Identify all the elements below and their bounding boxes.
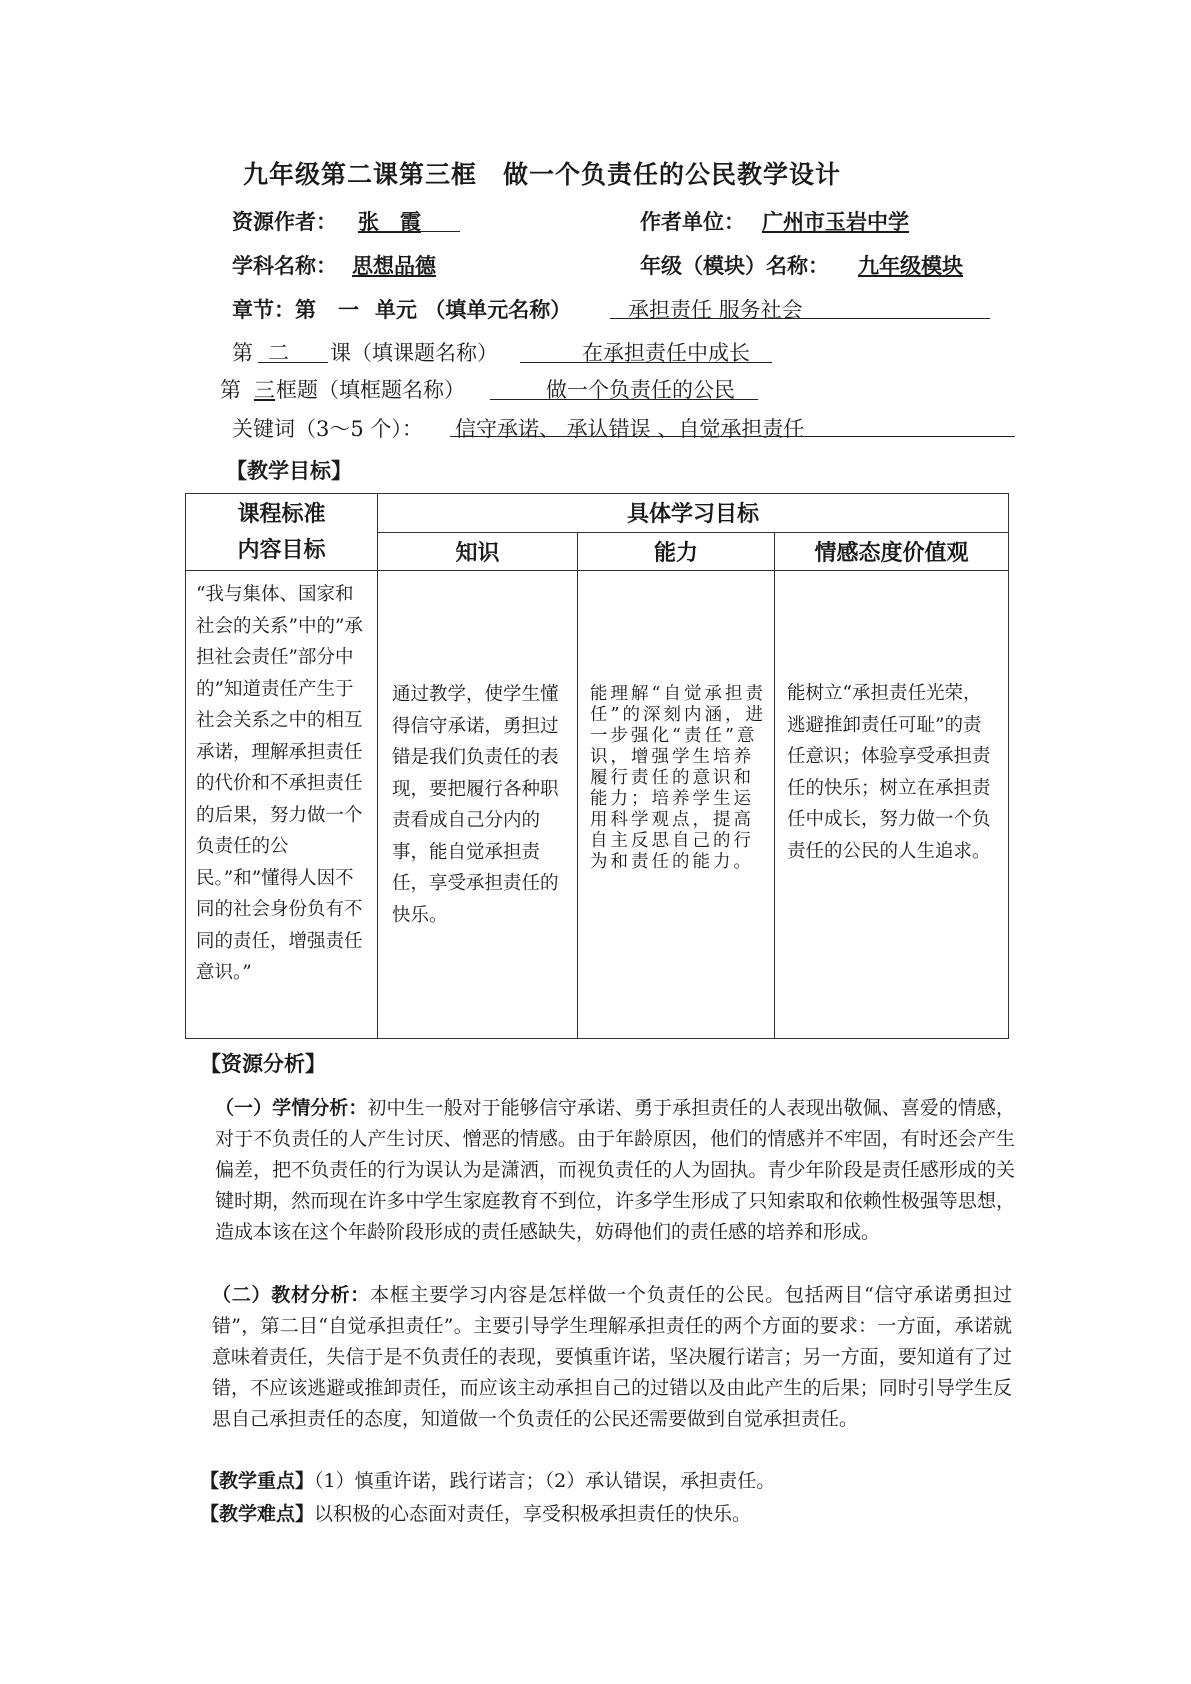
frame-number: 三: [254, 378, 275, 402]
goals-table: [185, 493, 1009, 1039]
lesson-name: 在承担责任中成长: [582, 341, 750, 365]
key-points-line: [200, 1466, 775, 1493]
page-title: 九年级第二课第三框 做一个负责任的公民教学设计: [243, 160, 842, 189]
difficult-points-text: 以积极的心态面对责任，享受积极承担责任的快乐。: [314, 1503, 752, 1525]
student-analysis-text: 初中生一般对于能够信守承诺、勇于承担责任的人表现出敬佩、喜爱的情感，对于不负责任的人产生讨厌、憎恶的情感。由于年龄原因，他们的情感并不牢固，有时还会产生偏差，把不负责任的行为误认为是潇洒，而视负责任的人为固执。青少年阶段是责任感形成的关键时期，然而现在许多中学生家庭教育不到位，许多学生形成了只知索取和依赖性极强等思想，造成本该在这个年龄阶段形成的责任感缺失，妨碍他们的责任感的培养和形成。: [215, 1097, 1015, 1243]
knowledge-header: 知识: [378, 532, 578, 571]
student-analysis-label: （一）学情分析：: [215, 1097, 368, 1119]
chapter-name: 承担责任 服务社会: [628, 298, 803, 322]
ability-text: 能理解“自觉承担责任”的深刻内涵，进一步强化“责任”意识，增强学生培养履行责任的意识和能力；培养学生运用科学观点，提高自主反思自己的行为和责任的能力。: [590, 684, 766, 872]
student-analysis-paragraph: [215, 1093, 1015, 1248]
attitude-text: 能树立“承担责任光荣，逃避推卸责任可耻”的责任意识；体验享受承担责任的快乐；树立在承担责任中成长，努力做一个负责任的公民的人生追求。: [787, 683, 991, 862]
attitude-header: 情感态度价值观: [775, 532, 1009, 571]
standard-header-line2: 内容目标: [237, 537, 326, 563]
chapter-underline: [610, 318, 990, 319]
section-analysis: 【资源分析】: [200, 1051, 326, 1076]
unit-label: 作者单位：: [640, 209, 745, 234]
grade-label: 年级（模块）名称：: [640, 253, 829, 278]
standard-cell: [186, 571, 378, 1039]
attitude-cell: [775, 571, 1009, 1039]
frame-prefix: 第: [220, 378, 241, 402]
author-value: 张 霞: [358, 209, 421, 234]
difficult-points-line: [200, 1499, 751, 1526]
ability-cell: [578, 571, 775, 1039]
knowledge-text: 通过教学，使学生懂得信守承诺，勇担过错是我们负责任的表现，要把履行各种职责看成自己分内的事，能自觉承担责任，享受承担责任的快乐。: [392, 684, 559, 926]
difficult-points-label: 【教学难点】: [200, 1503, 315, 1525]
section-goals: 【教学目标】: [226, 458, 352, 483]
lesson-underline: [520, 362, 772, 363]
keywords-label: 关键词（3～5 个）：: [232, 417, 423, 441]
keywords-underline: [450, 436, 1015, 437]
textbook-analysis-label: （二）教材分析：: [212, 1284, 371, 1306]
lesson-number: 二: [268, 341, 289, 365]
subject-value: 思想品德: [352, 253, 436, 278]
frame-label: 框题（填框题名称）: [276, 378, 465, 402]
grade-value: 九年级模块: [858, 253, 963, 278]
lesson-number-underline: [258, 362, 328, 363]
key-points-label: 【教学重点】: [200, 1470, 315, 1492]
ability-header: 能力: [578, 532, 775, 571]
textbook-analysis-text: 本框主要学习内容是怎样做一个负责任的公民。包括两目“信守承诺勇担过错”，第二目“自觉承担责任”。主要引导学生理解承担责任的两个方面的要求：一方面，承诺就意味着责任，失信于是不负责任的表现，要慎重许诺，坚决履行诺言；另一方面，要知道有了过错，不应该逃避或推卸责任，而应该主动承担自己的过错以及由此产生的后果；同时引导学生反思自己承担责任的态度，知道做一个负责任的公民还需要做到自觉承担责任。: [212, 1284, 1012, 1430]
chapter-number: 一: [338, 297, 359, 322]
frame-underline: [490, 399, 758, 400]
standard-header: [186, 494, 378, 571]
chapter-prefix: 章节：第: [232, 297, 316, 322]
unit-value: 广州市玉岩中学: [762, 209, 909, 234]
frame-name: 做一个负责任的公民: [546, 378, 735, 402]
standard-text: “我与集体、国家和社会的关系”中的”承担社会责任”部分中的”知道责任产生于社会关系之中的相互承诺，理解承担责任的代价和不承担责任的后果，努力做一个负责任的公民。”和”懂得人因不同的社会身份负有不同的责任，增强责任意识。”: [196, 584, 363, 983]
key-points-text: （1）慎重许诺，践行诺言；（2）承认错误，承担责任。: [314, 1470, 776, 1492]
author-label: 资源作者：: [232, 209, 337, 234]
subject-label: 学科名称：: [232, 253, 337, 278]
standard-header-line1: 课程标准: [237, 501, 326, 527]
objectives-group-header: 具体学习目标: [378, 494, 1009, 533]
lesson-label: 课（填课题名称）: [330, 341, 498, 365]
textbook-analysis-paragraph: [212, 1280, 1012, 1435]
author-underline: [358, 231, 460, 232]
keywords-value: 信守承诺、 承认错误 、自觉承担责任: [455, 417, 805, 441]
lesson-prefix: 第: [232, 341, 253, 365]
chapter-unit-label: 单元 （填单元名称）: [375, 297, 572, 322]
knowledge-cell: [378, 571, 578, 1039]
